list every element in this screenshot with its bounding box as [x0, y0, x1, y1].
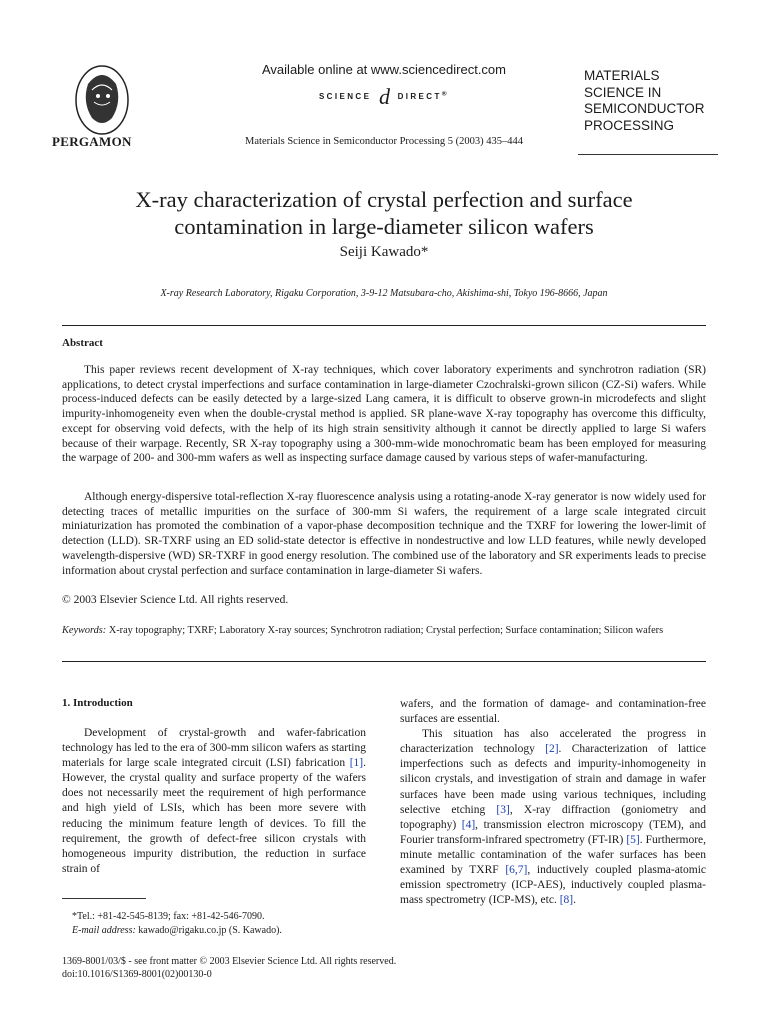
text-run: . However, the crystal quality and surface property of the wafers does not necessarily meet the requirement of high performance and high yield of LSIs, which has been more severe with reducing the minimum feature length of devices. To fill the requirement, the growth of defect-free silicon crystals with homogeneous impurity distribution, the reduction in surface strain of	[62, 757, 366, 875]
footer-line-1	[62, 955, 396, 968]
section-heading-introduction: 1. Introduction	[62, 697, 133, 709]
sd-left: SCIENCE	[318, 92, 372, 102]
footnote-email	[62, 924, 366, 938]
journal-reference: Materials Science in Semiconductor Processing 5 (2003) 435–444	[245, 136, 523, 147]
text-run: , X-ray diffraction (goniometry and topography)	[400, 803, 706, 831]
intro-right-paragraph-1: wafers, and the formation of damage- and contamination-free surfaces are essential.	[400, 698, 706, 726]
email-address[interactable]: kawado@rigaku.co.jp (S. Kawado).	[135, 925, 282, 936]
keywords-label: Keywords:	[62, 625, 107, 636]
author-affiliation: X-ray Research Laboratory, Rigaku Corporation, 3-9-12 Matsubara-cho, Akishima-shi, Tokyo 196-8666, Japan	[160, 288, 608, 299]
footnote-contact: *Tel.: +81-42-545-8139; fax: +81-42-546-7090.	[72, 911, 265, 922]
citation-link-6-7[interactable]: [6,7]	[505, 864, 528, 877]
keywords	[62, 624, 706, 637]
intro-right-column	[400, 697, 706, 908]
copyright-icon: ©	[199, 956, 208, 967]
title-line: contamination in large-diameter silicon wafers	[174, 214, 594, 239]
text-run: Development of crystal-growth and wafer-fabrication technology has led to the era of 300-mm silicon wafers as starting materials for large scale integrated circuit (LSI) fabrication	[62, 727, 366, 770]
text-run: . Characterization of lattice imperfections such as defects and impurity-inhomogeneity in silicon crystals, and investigation of strain and damage in wafer surfaces have been made using various techniques, including selective etching	[400, 743, 706, 816]
copyright-icon: ©	[62, 594, 71, 606]
citation-link-1[interactable]: [1]	[349, 757, 364, 770]
journal-title-line: MATERIALS	[584, 68, 660, 83]
footer-rights: 2003 Elsevier Science Ltd. All rights reserved.	[209, 956, 397, 967]
journal-title-line: SCIENCE IN	[584, 84, 662, 100]
citation-link-8[interactable]: [8]	[559, 894, 574, 907]
author-footnote	[62, 910, 366, 938]
available-online-text: Available online at www.sciencedirect.com	[262, 62, 506, 77]
title-line: X-ray characterization of crystal perfection and surface	[135, 187, 633, 212]
citation-link-2[interactable]: [2]	[545, 743, 559, 756]
intro-left-paragraph	[62, 726, 366, 877]
intro-right-paragraph-2	[400, 727, 706, 908]
footnote-rule	[62, 898, 146, 899]
abstract-paragraph-1: This paper reviews recent development of X-ray techniques, which cover laboratory experiments and synchrotron radiation (SR) applications, to detect crystal imperfections and surface contamination in large-diameter Czochralski-grown silicon (CZ-Si) wafers. While process-induced defects can be easily detected by a large-sized Lang camera, it is difficult to observe grown-in microdefects and slight impurity-inhomogeneity even when the double-crystal method is applied. SR plane-wave X-ray topography has overcome this difficulty, except for observing void defects, with the help of its high strain sensitivity although it cannot be directly applied to large Si wafers because of their warpage. Recently, SR X-ray topography using a 300-mm-wide monochromatic beam has been employed for measuring the warpage of 200- and 300-mm wafers as well as inspecting surface damage caused by various steps of wafer-manufacturing.	[62, 364, 706, 465]
page-footer	[62, 955, 396, 981]
text-run: , inductively coupled plasma-atomic emission spectrometry (ICP-AES), inductively coupled plasma-mass spectrometry (ICP-MS), etc.	[400, 864, 706, 907]
sd-mark: ®	[441, 90, 450, 98]
abstract-top-rule	[62, 325, 706, 326]
copyright-text: 2003 Elsevier Science Ltd. All rights reserved.	[73, 594, 289, 606]
text-run: This situation has also accelerated the progress in characterization technology	[400, 728, 706, 756]
citation-link-4[interactable]: [4]	[461, 818, 476, 831]
journal-title-box	[584, 68, 705, 134]
text-run: , transmission electron microscopy (TEM), and Fourier transform-infrared spectrometry (FT-IR)	[400, 818, 706, 846]
header-divider	[578, 154, 718, 155]
footer-doi: doi:10.1016/S1369-8001(02)00130-0	[62, 969, 212, 980]
abstract-bottom-rule	[62, 661, 706, 662]
abstract-copyright	[62, 594, 288, 606]
sd-at-icon: d	[378, 84, 390, 109]
abstract-paragraph-2: Although energy-dispersive total-reflection X-ray fluorescence analysis using a rotating-anode X-ray generator is now widely used for detecting traces of metallic impurities on the surface of 300-mm Si wafers, the requirement of a large scale integrated circuit miniaturization has promoted the combination of a vapor-phase decomposition technique and the TXRF for lowering the lower-limit of detection (LLD). SR-TXRF using an ED solid-state detector is effective in nondestructive and low LLD features, while newly developed wavelength-dispersive (WD) SR-TXRF in good energy resolution. The combined use of the laboratory and SR experiments leads to precise information about crystal perfection and surface contamination in large-diameter Si wafers.	[62, 491, 706, 577]
journal-title-line: PROCESSING	[584, 117, 675, 133]
footer-issn: 1369-8001/03/$ - see front matter	[62, 956, 197, 967]
text-run: . Furthermore, minute metallic contamination of the wafer surfaces has been examined by TXRF	[400, 833, 707, 877]
keywords-text: X-ray topography; TXRF; Laboratory X-ray sources; Synchrotron radiation; Crystal perfection; Surface contamination; Silicon wafers	[108, 625, 664, 636]
journal-title-line: SEMICONDUCTOR	[584, 101, 705, 116]
sd-right: DIRECT	[397, 92, 442, 102]
email-label: E-mail address:	[72, 925, 136, 936]
article-title	[40, 186, 728, 240]
citation-link-3[interactable]: [3]	[496, 803, 510, 816]
citation-link-5[interactable]: [5]	[626, 833, 640, 846]
publisher-name: PERGAMON	[52, 134, 132, 149]
abstract-heading: Abstract	[62, 337, 103, 349]
text-run: .	[573, 894, 576, 907]
author-name: Seiji Kawado*	[339, 244, 429, 260]
